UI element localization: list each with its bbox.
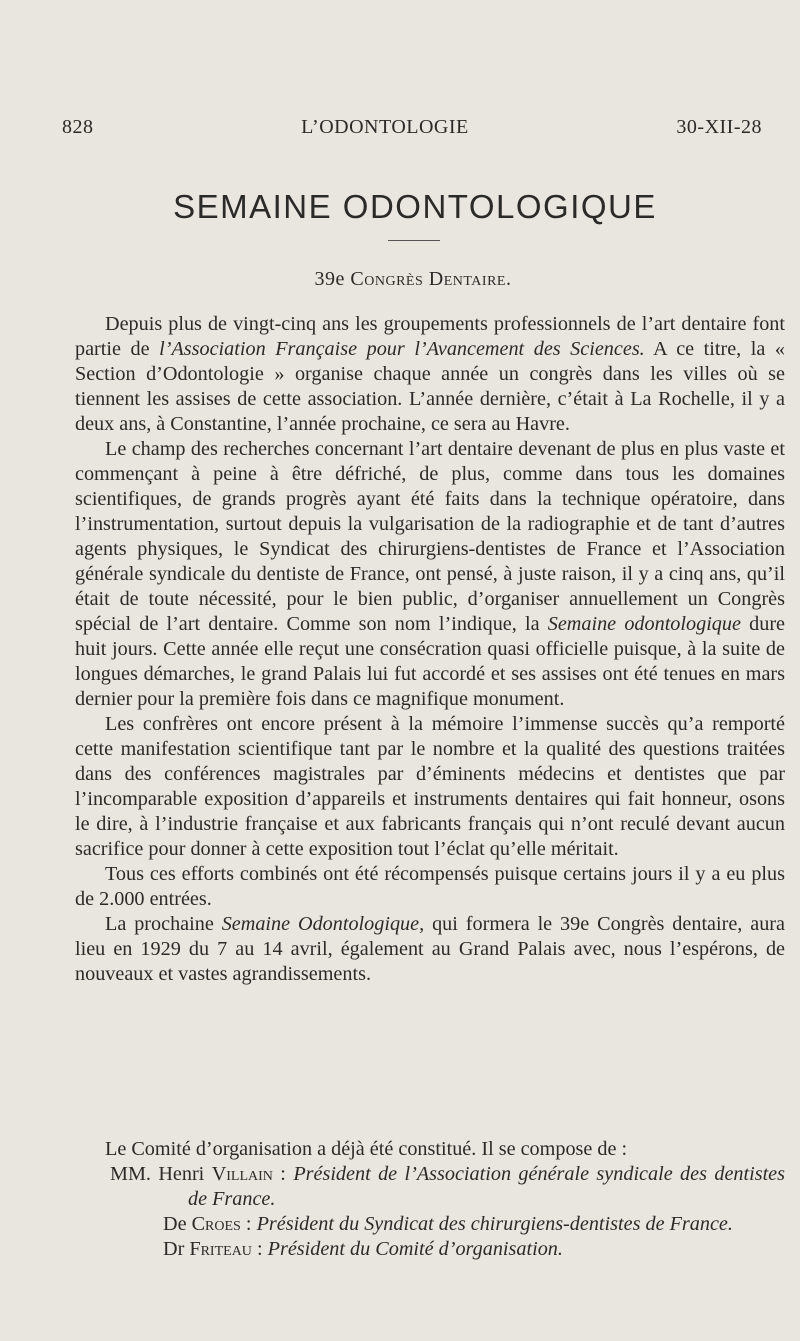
member-prefix: MM. Henri bbox=[110, 1163, 205, 1185]
title-divider bbox=[388, 240, 440, 241]
member-separator: : bbox=[251, 1238, 268, 1260]
committee-member bbox=[75, 1237, 785, 1262]
article-body bbox=[75, 312, 785, 987]
member-name: Croes bbox=[191, 1213, 241, 1235]
member-prefix: De bbox=[163, 1213, 187, 1235]
member-role: Président du Syndicat des chirurgiens-dentistes de France. bbox=[256, 1213, 733, 1235]
page-number: 828 bbox=[62, 116, 94, 138]
article-title: SEMAINE ODONTOLOGIQUE bbox=[173, 188, 657, 225]
paragraph-1-text-b: A ce titre, la « Section d’Odontologie » organise chaque année un congrès dans les villes où se tiennent les assises de cette association. L’année dernière, c’était à La Rochelle, il y a deux ans, à Constantine, l’année prochaine, ce sera au Havre. bbox=[75, 338, 785, 435]
paragraph-5-text-b: qui formera le 39e Congrès dentaire, aura lieu en 1929 du 7 au 14 avril, également au Grand Palais avec, nous l’espérons, de nouveaux et vastes agrandissements. bbox=[75, 913, 785, 985]
member-name: Friteau bbox=[189, 1238, 252, 1260]
member-prefix: Dr bbox=[163, 1238, 185, 1260]
paragraph-2-text-b: dure huit jours. Cette année elle reçut une consécration quasi officielle puisque, à la suite de longues démarches, le grand Palais lui fut accordé et ses assises ont été tenues en mars dernier pour la première fois dans ce magnifique monument. bbox=[75, 613, 786, 710]
paragraph-2-italic: Semaine odontologique bbox=[547, 613, 741, 635]
issue-date: 30-XII-28 bbox=[676, 116, 762, 138]
subtitle-text: Congrès Dentaire. bbox=[350, 268, 512, 290]
paragraph-5 bbox=[75, 912, 785, 987]
committee-member bbox=[75, 1212, 785, 1237]
running-header bbox=[62, 116, 762, 139]
paragraph-5-text-a: La prochaine bbox=[105, 913, 222, 935]
paragraph-1 bbox=[75, 312, 785, 437]
member-role: Président du Comité d’organisation. bbox=[267, 1238, 563, 1260]
committee-intro: Le Comité d’organisation a déjà été constitué. Il se compose de : bbox=[105, 1138, 628, 1160]
paragraph-4: Tous ces efforts combinés ont été récompensés puisque certains jours il y a eu plus de 2.000 entrées. bbox=[75, 863, 785, 910]
member-separator: : bbox=[240, 1213, 257, 1235]
member-role: Président de l’Association générale syndicale des dentistes de France. bbox=[188, 1163, 785, 1210]
subtitle-ordinal: 39e bbox=[314, 268, 345, 290]
committee-member bbox=[75, 1162, 785, 1212]
paragraph-2-text-a: Le champ des recherches concernant l’art dentaire devenant de plus en plus vaste et commençant à peine à être défriché, de plus, comme dans tous les domaines scientifiques, de grands progrès ayant été faits dans la technique opératoire, dans l’instrumentation, surtout depuis la vulgarisation de la radiographie et de tant d’autres agents physiques, le Syndicat des chirurgiens-dentistes de France et l’Association générale syndicale du dentiste de France, ont pensé, à juste raison, il y a cinq ans, qu’il était de toute nécessité, pour le bien public, d’organiser annuellement un Congrès spécial de l’art dentaire. Comme son nom l’indique, la bbox=[75, 438, 785, 635]
journal-name: L’ODONTOLOGIE bbox=[301, 116, 469, 138]
member-name: Villain bbox=[211, 1163, 273, 1185]
paragraph-2 bbox=[75, 437, 785, 712]
paragraph-1-italic: l’Association Française pour l’Avancement des Sciences. bbox=[159, 338, 645, 360]
paragraph-5-italic: Semaine Odontologique, bbox=[221, 913, 425, 935]
paragraph-1-text-a: Depuis plus de vingt-cinq ans les groupements professionnels de l’art dentaire font partie de bbox=[75, 313, 785, 360]
article-subtitle bbox=[0, 268, 800, 291]
paragraph-3: Les confrères ont encore présent à la mémoire l’immense succès qu’a remporté cette manifestation scientifique tant par le nombre et la qualité des questions traitées dans des conférences magistrales par d’éminents médecins et dentistes que par l’incomparable exposition d’appareils et instruments dentaires qui fait honneur, osons le dire, à l’industrie française et aux fabricants français qui n’ont reculé devant aucun sacrifice pour donner à cette exposition tout l’éclat qu’elle méritait. bbox=[75, 713, 785, 860]
member-separator: : bbox=[272, 1163, 294, 1185]
committee-list bbox=[75, 1137, 785, 1262]
